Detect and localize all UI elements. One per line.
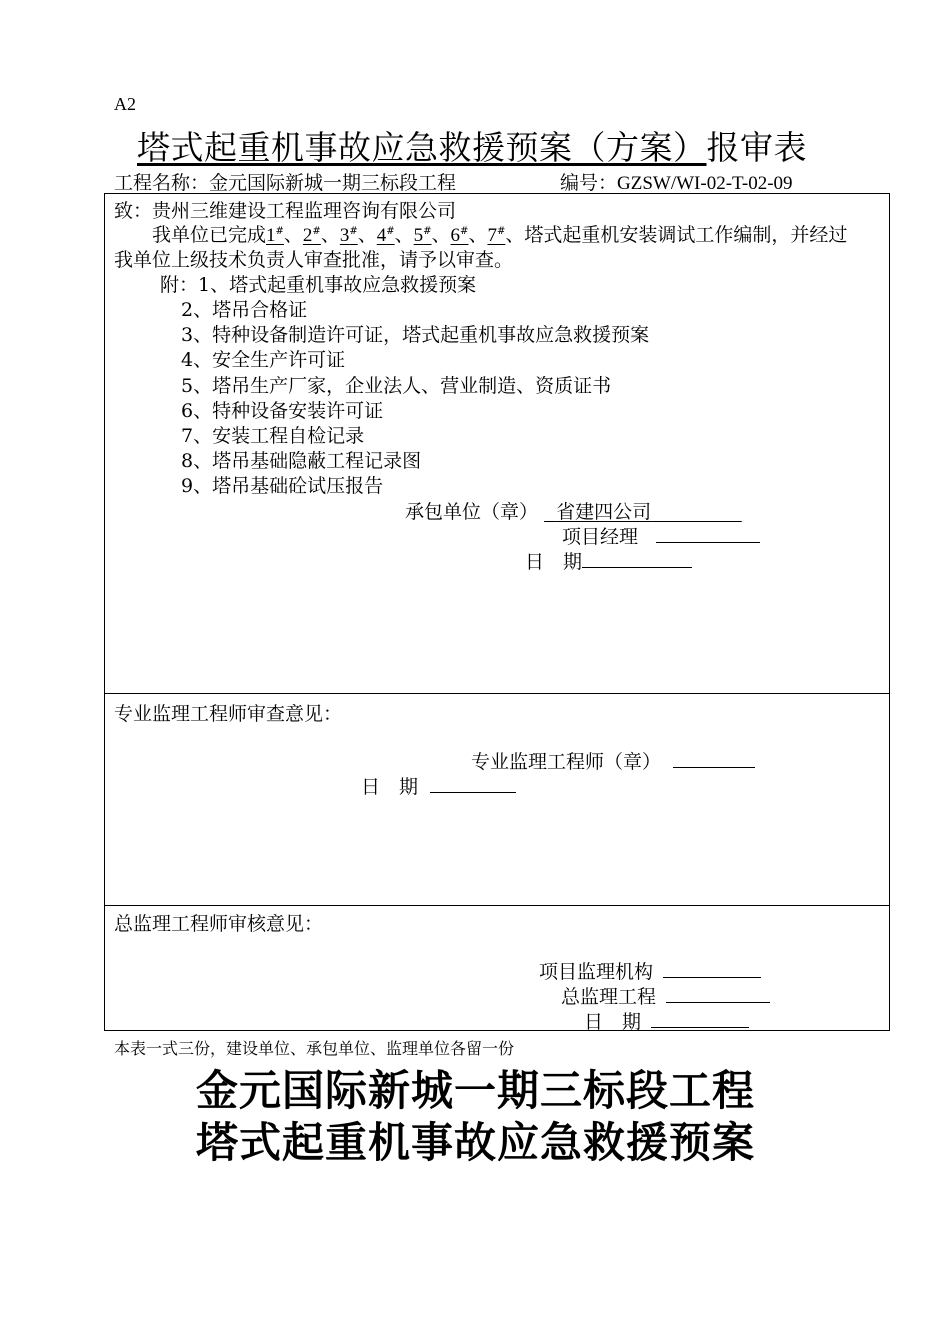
tower-separator: 、 (431, 224, 451, 246)
attachment-5: 5、塔吊生产厂家，企业法人、营业制造、资质证书 (181, 375, 612, 397)
body-mid: 塔式起重机安装调试工作编制，并经过 (524, 224, 848, 246)
tower-number-mark: # (460, 226, 469, 237)
contractor-line (405, 497, 742, 524)
tower-number-value: 6 (450, 225, 461, 246)
footer-note: 本表一式三份，建设单位、承包单位、监理单位各留一份 (114, 1039, 515, 1058)
attachment-2: 2、塔吊合格证 (181, 299, 308, 321)
chief-line (561, 982, 770, 1009)
project-line (114, 168, 456, 195)
manager-label: 项目经理 (562, 526, 639, 548)
tower-number-value: 5 (413, 225, 424, 246)
attachment-7: 7、安装工程自检记录 (181, 425, 365, 447)
body-line-1 (152, 220, 847, 247)
engineer-review-heading: 专业监理工程师审查意见： (114, 703, 343, 725)
org-line (539, 957, 761, 984)
org-signature-blank[interactable] (663, 961, 761, 978)
tower-number (451, 224, 469, 246)
form-title-suffix: 报审表 (706, 128, 807, 167)
tower-separator: 、 (394, 224, 414, 246)
contractor-label: 承包单位（章） (405, 501, 539, 523)
tower-separator: 、 (505, 224, 525, 246)
date-label: 日 期 (525, 551, 583, 573)
form-code: A2 (114, 94, 136, 114)
section3-date-blank[interactable] (651, 1011, 749, 1028)
tower-number-mark: # (386, 226, 395, 237)
manager-line (562, 522, 760, 549)
number-value: GZSW/WI-02-T-02-09 (617, 173, 793, 194)
body-line-2: 我单位上级技术负责人审查批准，请予以审查。 (114, 249, 514, 271)
tower-number-mark: # (423, 226, 432, 237)
tower-separator: 、 (468, 224, 488, 246)
project-name: 金元国际新城一期三标段工程 (209, 172, 457, 194)
tower-number-mark: # (275, 226, 284, 237)
form-title-main: 塔式起重机事故应急救援预案（方案） (137, 128, 707, 167)
org-label: 项目监理机构 (539, 961, 654, 983)
attachment-6: 6、特种设备安装许可证 (181, 400, 384, 422)
tower-number-mark: # (312, 226, 321, 237)
chief-review-heading: 总监理工程师审核意见： (114, 913, 324, 935)
application-section (105, 194, 889, 694)
tower-number-value: 3 (339, 225, 350, 246)
section3-date-line (584, 1007, 749, 1034)
tower-number (303, 224, 321, 246)
tower-separator: 、 (283, 224, 303, 246)
addressee: 致：贵州三维建设工程监理咨询有限公司 (114, 200, 457, 222)
tower-number (377, 224, 395, 246)
tower-number (414, 224, 432, 246)
section2-date-blank[interactable] (430, 776, 516, 793)
tower-number-list (266, 224, 524, 246)
chief-label: 总监理工程 (561, 986, 657, 1008)
attachment-1 (160, 270, 476, 297)
date-label: 日 期 (361, 776, 419, 798)
engineer-label: 专业监理工程师（章） (471, 751, 662, 773)
tower-number-value: 4 (376, 225, 387, 246)
cover-title-line-1: 金元国际新城一期三标段工程 (196, 1066, 756, 1115)
engineer-signature-blank[interactable] (673, 751, 755, 768)
section1-date-line (525, 547, 692, 574)
engineer-review-section (105, 694, 889, 906)
tower-number-value: 7 (487, 225, 497, 246)
section1-date-blank[interactable] (582, 551, 692, 568)
attachment-3: 3、特种设备制造许可证，塔式起重机事故应急救援预案 (181, 324, 650, 346)
attach-label: 附： (160, 274, 199, 296)
tower-number-mark: # (349, 226, 358, 237)
number-line (560, 168, 793, 195)
tower-number (487, 224, 505, 246)
project-label: 工程名称： (114, 172, 210, 194)
body-pre: 我单位已完成 (152, 224, 267, 246)
chief-signature-blank[interactable] (666, 986, 770, 1003)
tower-number (340, 224, 358, 246)
form-title (137, 122, 807, 169)
tower-separator: 、 (320, 224, 340, 246)
attachment-text: 1、塔式起重机事故应急救援预案 (198, 274, 477, 296)
attachment-9: 9、塔吊基础砼试压报告 (181, 475, 384, 497)
manager-signature-blank[interactable] (656, 526, 760, 543)
tower-number (266, 224, 284, 246)
attachment-4: 4、安全生产许可证 (181, 349, 346, 371)
chief-review-section (105, 906, 889, 1033)
number-label: 编号： (560, 172, 618, 194)
section2-date-line (361, 772, 516, 799)
tower-number-mark: # (496, 226, 506, 237)
tower-number-value: 1 (266, 225, 276, 246)
date-label: 日 期 (584, 1011, 642, 1033)
tower-separator: 、 (357, 224, 377, 246)
engineer-sign-line (471, 747, 755, 774)
contractor-value: 省建四公司 (556, 501, 652, 523)
attachment-8: 8、塔吊基础隐蔽工程记录图 (181, 450, 422, 472)
tower-number-value: 2 (302, 225, 313, 246)
approval-form-table (104, 193, 890, 1031)
cover-title-line-2: 塔式起重机事故应急救援预案 (196, 1118, 756, 1167)
